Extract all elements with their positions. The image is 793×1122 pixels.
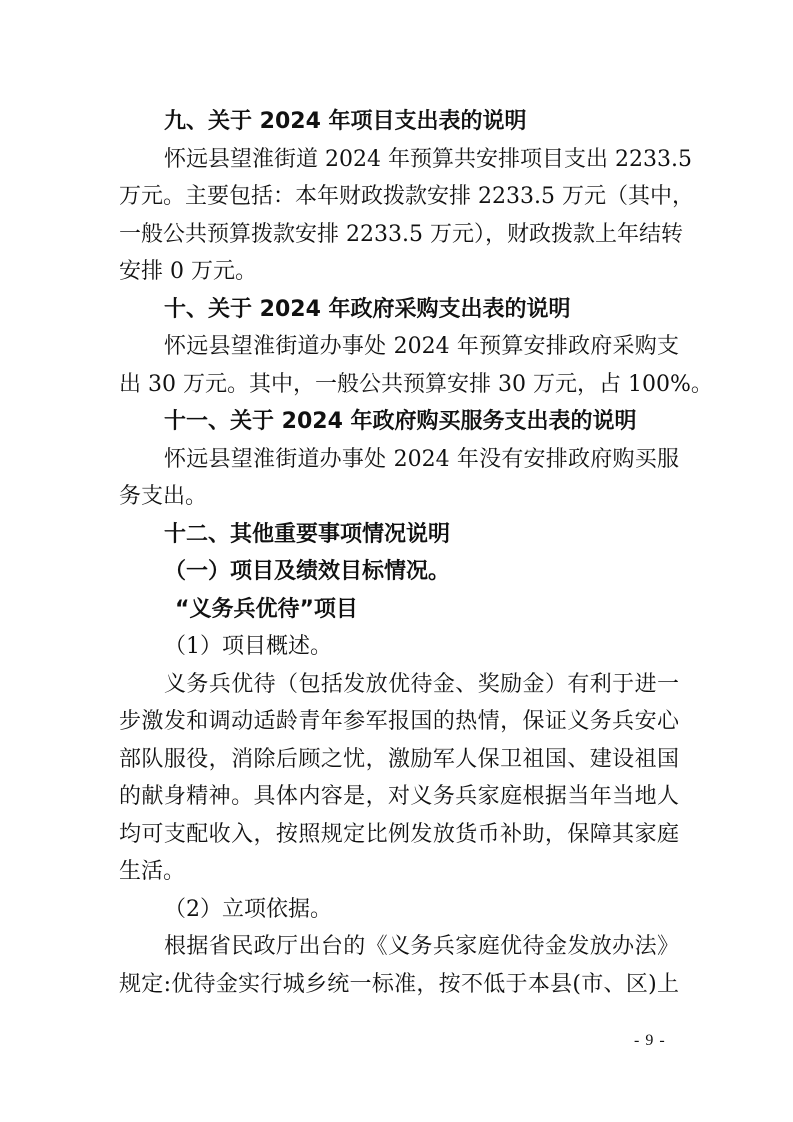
project-title: “义务兵优待”项目 <box>175 596 358 622</box>
item-1-heading: （1）项目概述。 <box>164 634 332 659</box>
section-12-heading: 十二、其他重要事项情况说明 <box>164 521 451 547</box>
section-9-heading: 九、关于 2024 年项目支出表的说明 <box>164 109 527 134</box>
section-11-line-1: 怀远县望淮街道办事处 2024 年没有安排政府购买服 <box>164 446 679 472</box>
section-9-line-4: 安排 0 万元。 <box>119 259 257 284</box>
item-1-line-4: 的献身精神。具体内容是，对义务兵家庭根据当年当地人 <box>119 784 679 809</box>
item-1-line-1: 义务兵优待（包括发放优待金、奖励金）有利于进一 <box>164 671 679 697</box>
section-10-line-2: 出 30 万元。其中，一般公共预算安排 30 万元，占 100%。 <box>119 371 713 397</box>
item-2-line-1: 根据省民政厅出台的《义务兵家庭优待金发放办法》 <box>164 934 679 959</box>
section-11-line-2: 务支出。 <box>119 484 208 509</box>
section-11-heading: 十一、关于 2024 年政府购买服务支出表的说明 <box>164 409 637 434</box>
item-1-line-3: 部队服役，消除后顾之忧，激励军人保卫祖国、建设祖国 <box>119 746 679 772</box>
section-9-line-1: 怀远县望淮街道 2024 年预算共安排项目支出 2233.5 <box>164 146 692 172</box>
item-1-line-6: 生活。 <box>119 859 186 884</box>
item-2-heading: （2）立项依据。 <box>164 896 332 922</box>
document-body <box>119 103 713 1003</box>
section-10-line-1: 怀远县望淮街道办事处 2024 年预算安排政府采购支 <box>164 334 679 359</box>
item-2-line-2: 规定:优待金实行城乡统一标准，按不低于本县(市、区)上 <box>119 971 679 997</box>
item-1-line-5: 均可支配收入，按照规定比例发放货币补助，保障其家庭 <box>119 821 679 847</box>
subsection-1-heading: （一）项目及绩效目标情况。 <box>164 559 451 584</box>
section-9-line-3: 一般公共预算拨款安排 2233.5 万元），财政拨款上年结转 <box>119 221 683 247</box>
section-9-line-2: 万元。主要包括：本年财政拨款安排 2233.5 万元（其中， <box>119 184 694 209</box>
section-10-heading: 十、关于 2024 年政府采购支出表的说明 <box>164 296 571 322</box>
item-1-line-2: 步激发和调动适龄青年参军报国的热情，保证义务兵安心 <box>119 709 679 734</box>
page-number: - 9 - <box>634 1032 666 1049</box>
